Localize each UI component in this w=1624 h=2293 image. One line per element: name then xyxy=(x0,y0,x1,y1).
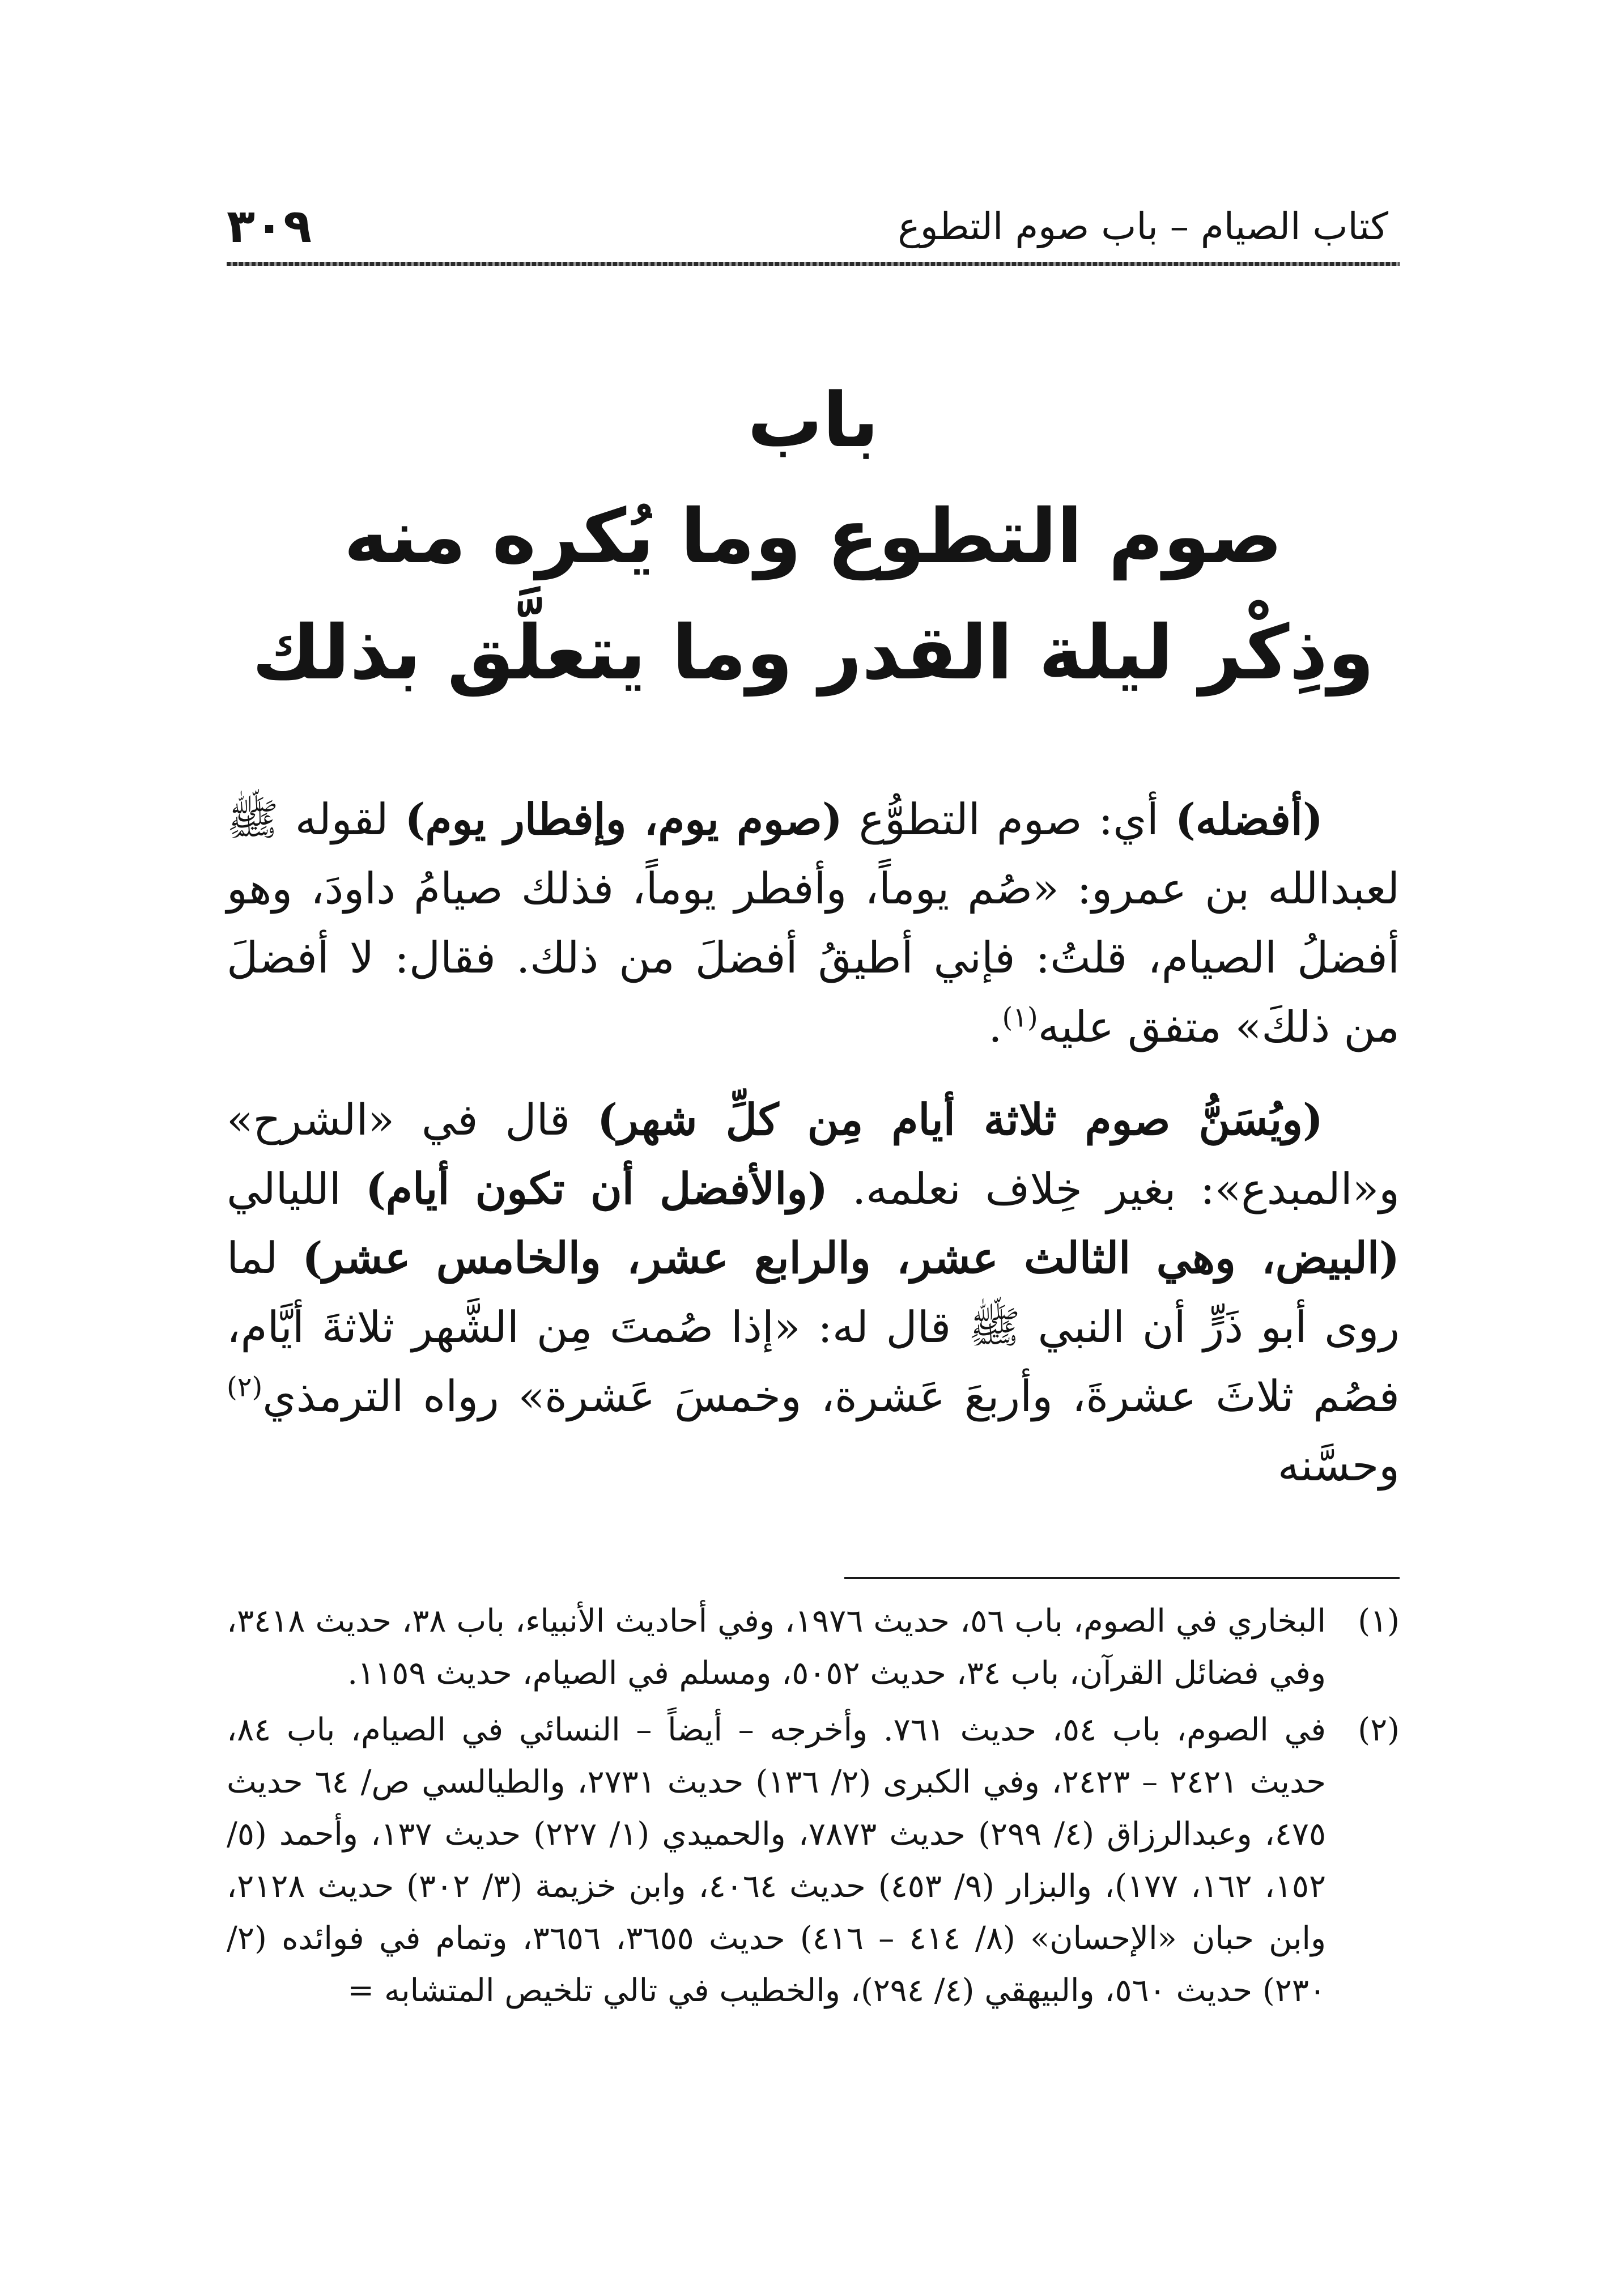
matn-text: (البيض، وهي الثالث عشر، والرابع عشر، والخامس عشر) xyxy=(302,1233,1400,1283)
footnote-text: البخاري في الصوم، باب ٥٦، حديث ١٩٧٦، وفي أحاديث الأنبياء، باب ٣٨، حديث ٣٤١٨، وفي فضائل القرآن، باب ٣٤، حديث ٥٠٥٢، ومسلم في الصيام، حديث ١١٥٩. xyxy=(227,1603,1327,1692)
matn-text: (صوم يوم، وإفطار يوم) xyxy=(405,794,843,844)
footnote-1 xyxy=(227,1595,1400,1700)
footnote-number: (٢) xyxy=(1358,1712,1400,1748)
footnote-rule xyxy=(844,1577,1400,1579)
body-paragraph-2 xyxy=(227,1085,1400,1500)
page-number: ٣٠٩ xyxy=(227,199,312,253)
commentary-text: قال في «الشرح» و«المبدع»: بغير خِلاف نعلمه. xyxy=(227,1094,1400,1214)
running-header xyxy=(227,196,1400,258)
commentary-text: . xyxy=(988,1001,1002,1052)
chapter-heading-line-1: باب xyxy=(747,377,879,464)
running-title: كتاب الصيام – باب صوم التطوع xyxy=(898,205,1388,248)
commentary-text: أي: صوم التطوُّع xyxy=(842,794,1175,844)
footnote-2 xyxy=(227,1704,1400,2017)
body-paragraph-1 xyxy=(227,785,1400,1061)
header-rule xyxy=(227,262,1400,266)
footnote-text: في الصوم، باب ٥٤، حديث ٧٦١. وأخرجه – أيضاً – النسائي في الصيام، باب ٨٤، حديث ٢٤٢١ – ٢٤٢٣، وفي الكبرى (٢/ ١٣٦) حديث ٢٧٣١، والطيالسي ص/ ٦٤ حديث ٤٧٥، وعبدالرزاق (٤/ ٢٩٩) حديث ٧٨٧٣، والحميدي (١/ ٢٢٧) حديث ١٣٧، وأحمد (٥/ ١٥٢، ١٦٢، ١٧٧)، والبزار (٩/ ٤٥٣) حديث ٤٠٦٤، وابن خزيمة (٣/ ٣٠٢) حديث ٢١٢٨، وابن حبان «الإحسان» (٨/ ٤١٤ – ٤١٦) حديث ٣٦٥٥، ٣٦٥٦، وتمام في فوائده (٢/ ٢٣٠) حديث ٥٦٠، والبيهقي (٤/ ٢٩٤)، والخطيب في تالي تلخيص المتشابه = xyxy=(227,1712,1327,2009)
matn-text: (أفضله) xyxy=(1175,794,1323,844)
commentary-text: لقوله ﷺ لعبدالله بن عمرو: «صُم يوماً، وأفطر يوماً، فذلك صيامُ داودَ، وهو أفضلُ الصيام، قلتُ: فإني أطيقُ أفضلَ من ذلك. فقال: لا أفضلَ من ذلكَ» متفق عليه xyxy=(227,794,1400,1052)
chapter-heading-line-3: وذِكْر ليلة القدر وما يتعلَّق بذلك xyxy=(252,609,1375,697)
chapter-heading xyxy=(227,363,1400,711)
body-text xyxy=(227,785,1400,1524)
commentary-text: وحسَّنه xyxy=(1277,1440,1400,1491)
chapter-heading-line-2: صوم التطوع وما يُكره منه xyxy=(343,493,1283,580)
footnotes xyxy=(227,1595,1400,2022)
footnote-reference: (١) xyxy=(1002,1001,1038,1034)
matn-text: (ويُسَنُّ صوم ثلاثة أيام مِن كلِّ شهر) xyxy=(597,1094,1323,1145)
commentary-text: لما روى أبو ذَرٍّ أن النبي ﷺ قال له: «إذا صُمتَ مِن الشَّهر ثلاثةَ أيَّام، فصُم ثلاثَ عشرةَ، وأربعَ عَشرة، وخمسَ عَشرة» رواه الترمذي xyxy=(227,1233,1400,1421)
matn-text: (والأفضل أن تكون أيام) xyxy=(365,1164,828,1214)
footnote-number: (١) xyxy=(1358,1603,1400,1640)
footnote-reference: (٢) xyxy=(227,1371,263,1403)
commentary-text: الليالي xyxy=(227,1164,365,1214)
